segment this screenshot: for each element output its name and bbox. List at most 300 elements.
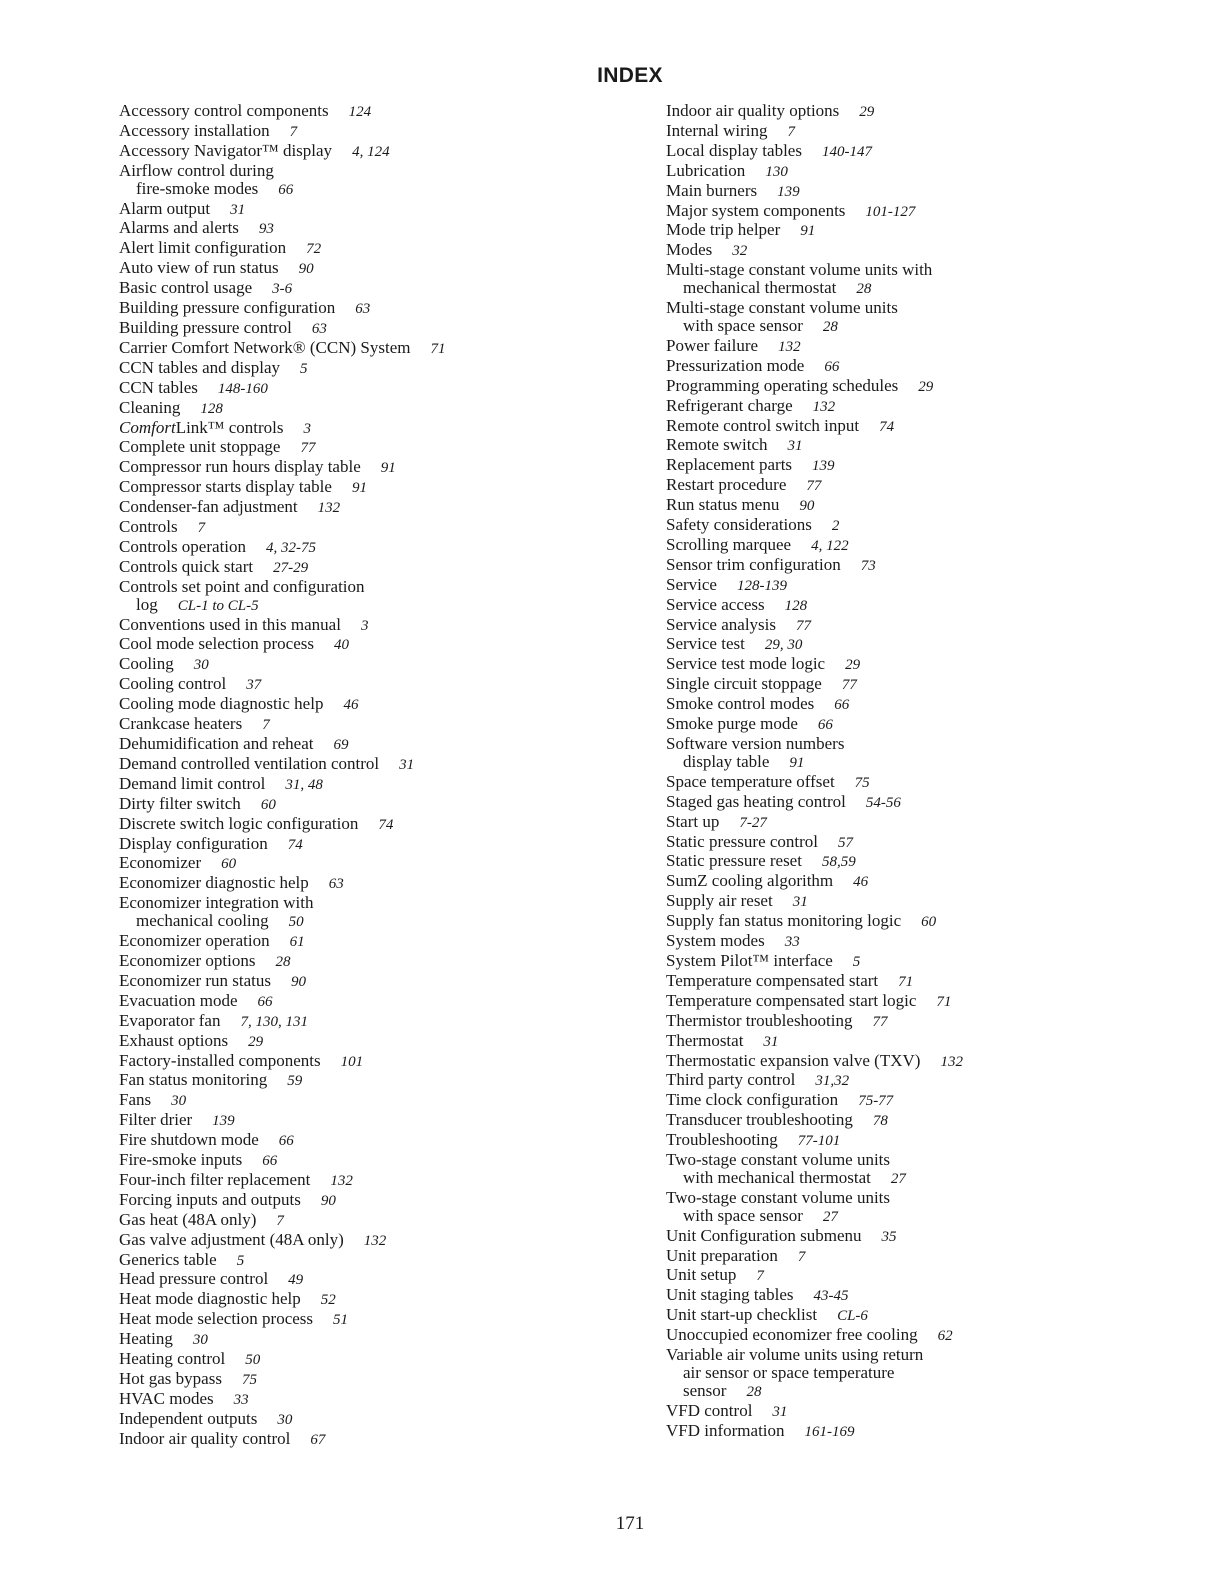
index-entry [666,1402,1186,1422]
index-page-ref: 60 [221,856,237,873]
index-entry [119,102,639,122]
index-term: Run status menu [666,495,780,515]
index-column-left [119,102,639,1450]
index-entry [666,1169,1186,1189]
index-term: Cooling mode diagnostic help [119,694,324,714]
index-entry [119,1410,639,1430]
index-page-ref: 69 [333,737,349,753]
index-term: Service test mode logic [666,654,826,674]
index-entry [119,1091,639,1111]
index-entry [119,912,639,932]
index-term: log [136,594,158,614]
index-entry [666,1346,1186,1364]
index-entry [666,397,1186,417]
index-page-ref: 57 [838,834,854,851]
index-page-ref: 30 [192,1332,208,1349]
index-page-ref: 75-77 [858,1093,894,1110]
index-page-ref: 30 [171,1093,187,1110]
index-term: Cooling [119,654,174,674]
index-page-ref: 101 [340,1053,364,1070]
index-page-ref: 3 [303,420,311,437]
index-entry [666,852,1186,872]
index-entry [119,478,639,498]
index-term: Economizer integration with [119,893,314,913]
index-entry [119,162,639,180]
index-entry [119,1251,639,1271]
index-page-ref: 35 [881,1228,897,1245]
index-page-ref: 51 [333,1312,349,1329]
index-term: Supply fan status monitoring logic [666,911,902,931]
index-page-ref: 28 [822,318,838,335]
index-page-ref: 66 [278,181,294,198]
index-term: VFD control [666,1400,753,1420]
index-term: Complete unit stoppage [119,437,281,457]
index-entry [119,180,639,200]
index-page-ref: 124 [348,104,372,120]
index-entry [666,142,1186,162]
index-entry [666,813,1186,833]
index-page-ref: 30 [277,1411,293,1428]
index-entry [666,417,1186,437]
index-term: Fan status monitoring [119,1070,268,1090]
index-page-ref: 66 [824,358,840,375]
index-entry [119,142,639,162]
index-page-ref: 67 [310,1431,326,1448]
index-term: Multi-stage constant volume units with [666,260,933,280]
index-entry [119,596,639,616]
index-term: Smoke control modes [666,694,815,714]
index-entry [666,377,1186,397]
index-term: Compressor run hours display table [119,457,361,477]
index-term: Unit Configuration submenu [666,1225,862,1245]
index-term: Controls operation [119,536,247,556]
index-term: Lubrication [666,160,746,180]
index-entry [666,793,1186,813]
index-page-ref: 128 [200,400,223,417]
index-page-ref: 7 [276,1212,284,1229]
index-page-ref: 66 [834,697,850,714]
index-term: Exhaust options [119,1030,229,1050]
index-entry [666,162,1186,182]
index-term: Staged gas heating control [666,791,846,811]
index-entry [666,576,1186,596]
index-page-ref: 7 [262,717,270,734]
index-entry [119,1111,639,1131]
index-term: Power failure [666,335,759,355]
index-entry [119,299,639,319]
index-term: Demand controlled ventilation control [119,753,380,773]
index-page-ref: 31 [763,1033,779,1050]
index-entry [119,854,639,874]
index-page-ref: 31 [792,894,808,911]
index-term: Two-stage constant volume units [666,1150,891,1170]
index-entry [119,1290,639,1310]
index-term: Basic control usage [119,278,253,298]
index-term: Unit setup [666,1265,737,1285]
index-page-ref: 60 [921,914,937,931]
index-page-ref: 66 [257,993,273,1010]
index-entry [666,992,1186,1012]
index-page-ref: 49 [288,1272,304,1289]
index-entry [119,339,639,359]
index-term: Economizer options [119,950,256,970]
index-term: Scrolling marquee [666,534,792,554]
index-page-ref: 148-160 [217,380,268,397]
index-page-ref: 91 [380,460,396,477]
index-term: Gas valve adjustment (48A only) [119,1229,344,1249]
index-page-ref: 91 [800,223,816,240]
index-term: Heating [119,1329,173,1349]
index-page-ref: 4, 122 [811,537,849,554]
index-term: Temperature compensated start logic [666,990,917,1010]
index-page-ref: 28 [856,281,872,298]
index-term: Heat mode diagnostic help [119,1289,301,1309]
index-page-ref: 7 [197,520,206,537]
index-term: Unit staging tables [666,1285,794,1305]
index-page-ref: 58,59 [821,854,856,871]
index-entry [666,1012,1186,1032]
index-entry [119,972,639,992]
index-page-ref: 7, 130, 131 [240,1013,308,1030]
index-term: Cool mode selection process [119,634,314,654]
index-page-ref: 4, 124 [352,143,390,160]
index-entry [119,538,639,558]
index-entry [666,102,1186,122]
index-page-ref: 29 [845,657,861,674]
index-term: Controls [119,517,178,537]
index-term: Heating control [119,1349,226,1369]
index-entry [666,715,1186,735]
index-term: Remote control switch input [666,415,860,435]
index-page-ref: 28 [746,1383,762,1400]
index-page-ref: 7 [797,1248,806,1265]
index-page-ref: 78 [872,1113,888,1130]
index-term: Mode trip helper [666,220,781,240]
index-term: Evacuation mode [119,990,238,1010]
index-term: Accessory control components [119,101,329,120]
index-term: Troubleshooting [666,1130,778,1150]
index-term: Economizer run status [119,970,272,990]
index-entry [119,419,639,439]
index-entry [119,239,639,259]
index-entry [666,1266,1186,1286]
index-entry [119,279,639,299]
index-page-ref: 31, 48 [285,776,323,793]
index-page-ref: 90 [320,1192,336,1209]
index-entry [666,221,1186,241]
index-page-ref: 74 [287,836,303,853]
index-entry [666,833,1186,853]
index-page-ref: 63 [311,320,327,337]
index-entry [119,1310,639,1330]
index-term: Variable air volume units using return [666,1345,924,1365]
index-page-ref: 43-45 [813,1288,849,1305]
index-page-ref: 31 [230,201,246,218]
index-term: Remote switch [666,435,768,455]
index-term: Alarm output [119,198,211,218]
index-term: Transducer troubleshooting [666,1110,853,1130]
index-page-ref: 71 [430,340,446,357]
index-entry [666,735,1186,753]
index-term: Building pressure configuration [119,298,336,318]
index-page-ref: 27 [890,1170,906,1187]
index-entry [119,259,639,279]
index-entry [666,536,1186,556]
index-term: System Pilot™ interface [666,950,833,970]
index-page-ref: 139 [777,183,800,200]
index-page-ref: 31,32 [815,1073,850,1090]
index-entry [119,359,639,379]
index-term: Safety considerations [666,515,812,535]
index-page-ref: 77 [806,478,822,495]
index-entry [119,755,639,775]
index-term: with mechanical thermostat [683,1167,871,1187]
index-page-ref: CL-6 [837,1308,868,1325]
index-page-ref: 31 [787,438,803,455]
index-term: Building pressure control [119,317,292,337]
index-entry [119,874,639,894]
index-page-ref: 29 [248,1033,264,1050]
index-page-ref: 29, 30 [764,637,803,654]
index-term: CCN tables and display [119,357,281,377]
index-entry [666,596,1186,616]
index-term: Static pressure control [666,831,819,851]
index-entry [119,1171,639,1191]
index-page-ref: 77 [796,617,811,634]
index-term: Service test [666,634,745,654]
index-term: Unoccupied economizer free cooling [666,1325,918,1345]
index-entry [119,1330,639,1350]
index-page-ref: 7 [756,1268,764,1285]
index-term: Accessory installation [119,120,270,140]
index-term: Single circuit stoppage [666,674,822,694]
index-term: with space sensor [683,315,803,335]
index-entry [666,1052,1186,1072]
index-page-ref: 66 [278,1133,294,1150]
index-entry [666,1189,1186,1207]
index-term: Heat mode selection process [119,1309,314,1329]
index-term: Four-inch filter replacement [119,1169,311,1189]
index-term: Sensor trim configuration [666,554,841,574]
index-entry [666,241,1186,261]
index-term: Smoke purge mode [666,714,798,734]
index-page-ref: 75 [854,774,870,791]
index-page-ref: 59 [287,1073,303,1090]
index-page-ref: 50 [245,1352,261,1369]
index-entry [119,1231,639,1251]
index-term: Independent outputs [119,1408,258,1428]
index-entry [119,1071,639,1091]
index-entry [666,279,1186,299]
index-term: Start up [666,811,720,831]
index-entry [666,1306,1186,1326]
index-term: display table [683,751,770,771]
index-page-ref: 73 [860,557,876,574]
index-entry [119,795,639,815]
index-entry [666,1151,1186,1169]
index-page-ref: 140-147 [821,143,872,160]
index-term: Internal wiring [666,120,768,140]
index-term: Fire shutdown mode [119,1130,259,1150]
index-entry [119,775,639,795]
index-term: Demand limit control [119,773,266,793]
index-page-ref: 46 [853,874,869,891]
index-page-ref: 77 [872,1013,888,1030]
index-page-ref: 52 [320,1292,336,1309]
index-entry [666,1247,1186,1267]
index-entry [666,1422,1186,1442]
index-page-ref: 50 [288,914,304,931]
index-page-ref: 31 [772,1403,788,1420]
index-term: with space sensor [683,1205,803,1225]
index-entry [119,122,639,142]
index-entry [666,1326,1186,1346]
index-page-ref: 128 [784,597,808,614]
index-entry [666,476,1186,496]
index-page-ref: 5 [852,953,861,970]
index-entry [666,675,1186,695]
index-page-ref: 132 [812,398,836,415]
index-entry [119,1191,639,1211]
index-page-ref: 74 [378,816,394,833]
index-entry [119,1131,639,1151]
index-term: Multi-stage constant volume units [666,298,898,318]
index-entry [666,773,1186,793]
index-entry [119,1370,639,1390]
index-entry [119,219,639,239]
index-entry [119,399,639,419]
index-entry [666,952,1186,972]
index-term: Service [666,574,717,594]
index-term: Economizer operation [119,931,270,951]
index-term: Generics table [119,1249,217,1269]
index-term: Supply air reset [666,891,773,911]
index-page-ref: 71 [936,993,952,1010]
index-entry [666,932,1186,952]
index-entry [666,1091,1186,1111]
index-term: SumZ cooling algorithm [666,871,834,891]
index-entry [666,556,1186,576]
index-page-ref: 132 [317,500,341,517]
index-entry [119,1270,639,1290]
index-entry [666,202,1186,222]
index-entry [119,578,639,596]
index-entry [119,458,639,478]
index-entry [119,1052,639,1072]
index-page-ref: 3-6 [272,281,293,298]
index-entry [666,892,1186,912]
index-term: Display configuration [119,833,268,853]
index-page-ref: 91 [789,754,805,771]
index-page-ref: 63 [355,301,371,318]
index-term: Software version numbers [666,734,845,753]
index-page-ref: 66 [817,717,833,734]
index-entry [666,1227,1186,1247]
index-entry [666,516,1186,536]
index-entry [666,635,1186,655]
index-term: Factory-installed components [119,1050,321,1070]
index-term: fire-smoke modes [136,178,259,198]
index-term: Alert limit configuration [119,238,287,258]
index-term: Economizer diagnostic help [119,873,309,893]
index-page-ref: 54-56 [865,794,901,811]
index-entry [119,1151,639,1171]
index-term: Carrier Comfort Network® (CCN) System [119,337,411,357]
index-page-ref: 37 [246,677,262,694]
index-entry [666,317,1186,337]
index-page-ref: 132 [940,1053,963,1070]
index-page-ref: 4, 32-75 [266,539,317,556]
index-term: air sensor or space temperature [683,1363,895,1382]
index-term: CCN tables [119,377,198,397]
index-page-ref: 63 [328,876,344,893]
index-entry [666,1131,1186,1151]
index-page-ref: 5 [300,360,308,377]
index-term: Static pressure reset [666,851,802,871]
index-page-ref: 90 [291,973,307,990]
index-page-ref: 128-139 [736,577,787,594]
index-page-ref: 33 [233,1391,249,1408]
index-entry [666,182,1186,202]
index-page-ref: 62 [937,1328,953,1345]
index-entry [119,200,639,220]
index-page-ref: 29 [859,104,875,120]
index-term: Major system components [666,200,846,220]
index-term: HVAC modes [119,1388,214,1408]
index-page-ref: 66 [262,1153,278,1170]
index-entry [119,715,639,735]
index-entry [666,1111,1186,1131]
index-term: Hot gas bypass [119,1369,222,1388]
index-term: Head pressure control [119,1269,269,1289]
index-entry [666,1032,1186,1052]
index-entry [666,299,1186,317]
index-page-ref: 27 [822,1208,838,1225]
index-page-ref: 101-127 [865,203,916,220]
index-entry [119,815,639,835]
index-term: Controls quick start [119,556,254,576]
index-term: mechanical thermostat [683,278,837,298]
index-entry [119,655,639,675]
index-term: Two-stage constant volume units [666,1187,891,1207]
index-term: Fire-smoke inputs [119,1150,243,1170]
index-term: Dirty filter switch [119,793,241,813]
index-term: sensor [683,1380,727,1400]
index-page-ref: 28 [275,953,291,970]
index-term: System modes [666,931,765,951]
index-term: Programming operating schedules [666,375,899,395]
index-page-ref: 7-27 [739,814,767,831]
index-page-ref: 40 [334,637,349,654]
index-page-ref: 132 [778,338,801,355]
index-page-ref: 90 [799,498,815,515]
index-page-ref: 91 [351,480,367,497]
index-term: Restart procedure [666,475,787,495]
index-entry [119,1430,639,1450]
index-entry [666,337,1186,357]
index-term: Fans [119,1090,152,1110]
index-page-ref: 7 [289,123,298,140]
index-term: mechanical cooling [136,911,269,931]
index-entry [119,1390,639,1410]
index-page-ref: 132 [330,1172,353,1189]
index-term: Unit start-up checklist [666,1305,818,1325]
index-entry [666,436,1186,456]
index-page-ref: 71 [898,973,914,990]
index-page-ref: 139 [812,458,835,475]
index-term: Replacement parts [666,455,793,475]
index-term: Evaporator fan [119,1010,221,1030]
